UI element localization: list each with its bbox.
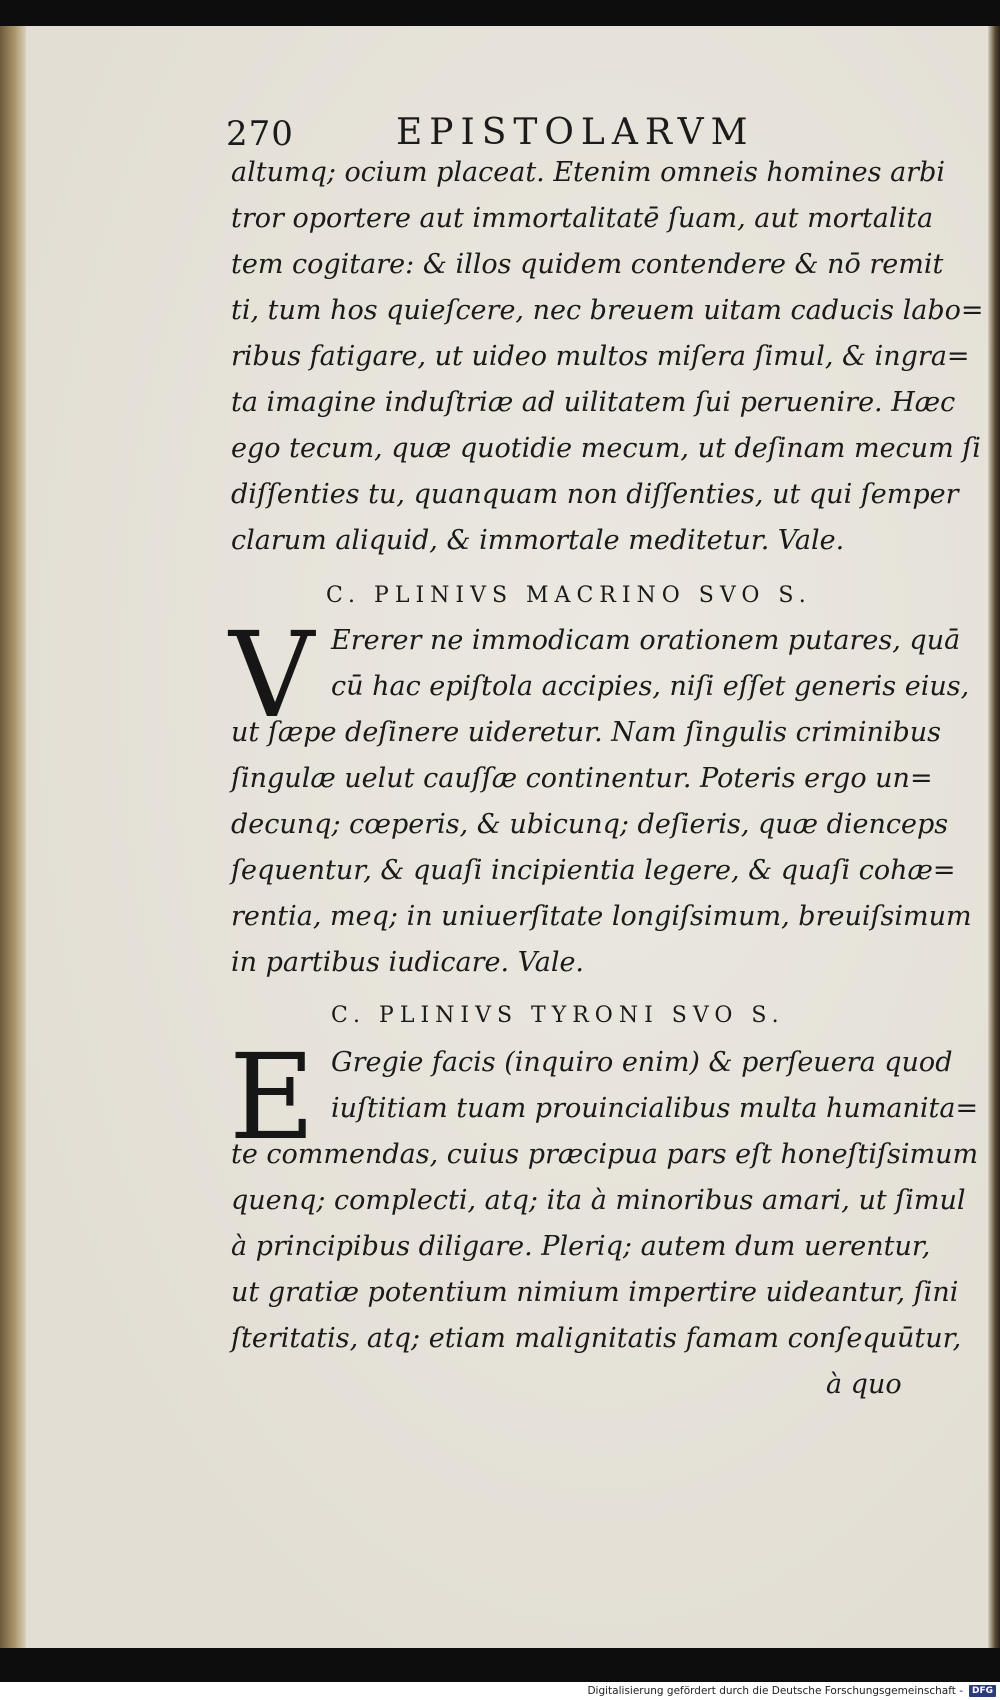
text-line: clarum aliquid, & immortale meditetur. Vale. — [231, 525, 845, 556]
text-line: decunq; cœperis, & ubicunq; deſieris, quæ dienceps — [231, 809, 949, 840]
text-line: rentia, meq; in uniuerſitate longiſsimum, breuiſsimum — [231, 901, 972, 932]
text-line: ta imagine induſtriæ ad uilitatem ſui peruenire. Hæc — [231, 387, 956, 418]
text-line: ſequentur, & quaſi incipientia legere, & quaſi cohæ= — [231, 855, 956, 886]
letter-heading: C. PLINIVS TYRONI SVO S. — [331, 1003, 785, 1028]
text-line: cū hac epiſtola accipies, niſi eſſet generis eius, — [331, 671, 970, 702]
scan-top-border — [0, 0, 1000, 26]
text-line: Gregie facis (inquiro enim) & perſeuera quod — [331, 1047, 953, 1078]
text-line: Ererer ne immodicam orationem putares, quā — [331, 625, 961, 656]
text-line: diſſenties tu, quanquam non diſſenties, ut qui ſemper — [231, 479, 959, 510]
page-number: 270 — [226, 114, 294, 154]
text-line: ſteritatis, atq; etiam malignitatis famam conſequūtur, — [231, 1323, 962, 1354]
text-line: ut ſæpe deſinere uideretur. Nam ſingulis criminibus — [231, 717, 942, 748]
page-left-edge — [0, 26, 26, 1648]
drop-cap-initial: V — [229, 606, 315, 744]
text-line: te commendas, cuius præcipua pars eſt honeſtiſsimum — [231, 1139, 979, 1170]
letter-heading: C. PLINIVS MACRINO SVO S. — [326, 583, 812, 608]
catchword: à quo — [826, 1369, 902, 1400]
text-line: quenq; complecti, atq; ita à minoribus amari, ut ſimul — [231, 1185, 966, 1216]
text-line: à principibus diligare. Pleriq; autem dum uerentur, — [231, 1231, 931, 1262]
dfg-logo: DFG — [969, 1685, 996, 1697]
text-line: tem cogitare: & illos quidem contendere & nō remit — [231, 249, 944, 280]
book-page — [26, 26, 988, 1648]
text-line: ego tecum, quæ quotidie mecum, ut deſinam mecum ſi — [231, 433, 981, 464]
drop-cap-initial: E — [229, 1028, 316, 1166]
text-line: ſingulæ uelut cauſſæ continentur. Poteris ergo un= — [231, 763, 933, 794]
footer-credit: Digitalisierung gefördert durch die Deutsche Forschungsgemeinschaft - — [587, 1685, 963, 1697]
text-line: in partibus iudicare. Vale. — [231, 947, 585, 978]
scan-bottom-border — [0, 1648, 1000, 1682]
text-line: iuſtitiam tuam prouincialibus multa humanita= — [331, 1093, 979, 1124]
text-line: ti, tum hos quieſcere, nec breuem uitam caducis labo= — [231, 295, 984, 326]
page-right-edge — [988, 26, 1000, 1648]
text-line: tror oportere aut immortalitatē ſuam, aut mortalita — [231, 203, 934, 234]
running-head-title: EPISTOLARVM — [396, 112, 755, 153]
digitization-footer — [0, 1682, 1000, 1700]
text-line: ut gratiæ potentium nimium impertire uideantur, ſini — [231, 1277, 959, 1308]
text-line: ribus fatigare, ut uideo multos miſera ſimul, & ingra= — [231, 341, 970, 372]
text-line: altumq; ocium placeat. Etenim omneis homines arbi — [231, 157, 946, 188]
